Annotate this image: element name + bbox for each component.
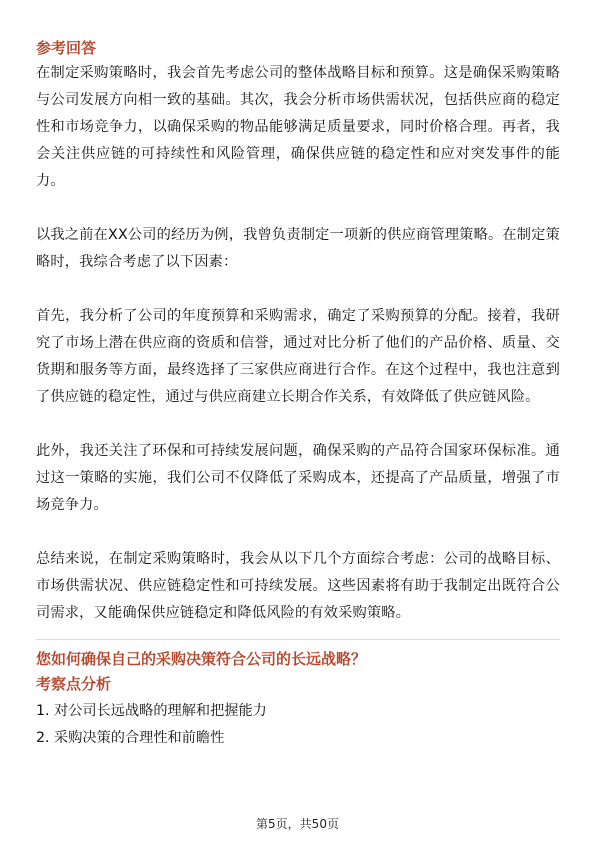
paragraph-spacer bbox=[36, 519, 560, 546]
page-footer: 第5页，共50页 bbox=[256, 817, 339, 831]
answer-paragraph-2: 以我之前在XX公司的经历为例，我曾负责制定一项新的供应商管理策略。在制定策略时，我综合考虑了以下因素： bbox=[36, 227, 560, 270]
answer-paragraph-5: 总结来说，在制定采购策略时，我会从以下几个方面综合考虑：公司的战略目标、市场供需状况、供应链稳定性和可持续发展。这些因素将有助于我制定出既符合公司需求，又能确保供应链稳定和降低风险的有效采购策略。 bbox=[36, 551, 560, 621]
paragraph-spacer bbox=[36, 195, 560, 222]
analysis-item-2: 2. 采购决策的合理性和前瞻性 bbox=[36, 730, 225, 746]
paragraph-spacer bbox=[36, 276, 560, 303]
section-divider bbox=[36, 639, 560, 640]
paragraph-spacer bbox=[36, 411, 560, 438]
reference-answer-heading: 参考回答 bbox=[36, 39, 97, 57]
answer-paragraph-4: 此外，我还关注了环保和可持续发展问题，确保采购的产品符合国家环保标准。通过这一策略的实施，我们公司不仅降低了采购成本，还提高了产品质量，增强了市场竞争力。 bbox=[36, 443, 560, 513]
answer-paragraph-1: 在制定采购策略时，我会首先考虑公司的整体战略目标和预算。这是确保采购策略与公司发展方向相一致的基础。其次，我会分析市场供需状况，包括供应商的稳定性和市场竞争力，以确保采购的物品能够满足质量要求，同时价格合理。再者，我会关注供应链的可持续性和风险管理，确保供应链的稳定性和应对突发事件的能力。 bbox=[36, 65, 560, 189]
question-heading: 您如何确保自己的采购决策符合公司的长远战略？ bbox=[36, 650, 367, 668]
page-content bbox=[36, 38, 560, 752]
analysis-heading: 考察点分析 bbox=[36, 675, 112, 693]
answer-paragraph-3: 首先，我分析了公司的年度预算和采购需求，确定了采购预算的分配。接着，我研究了市场上潜在供应商的资质和信誉，通过对比分析了他们的产品价格、质量、交货期和服务等方面，最终选择了三家供应商进行合作。在这个过程中，我也注意到了供应链的稳定性，通过与供应商建立长期合作关系，有效降低了供应链风险。 bbox=[36, 308, 560, 405]
analysis-item-1: 1. 对公司长远战略的理解和把握能力 bbox=[36, 703, 267, 719]
